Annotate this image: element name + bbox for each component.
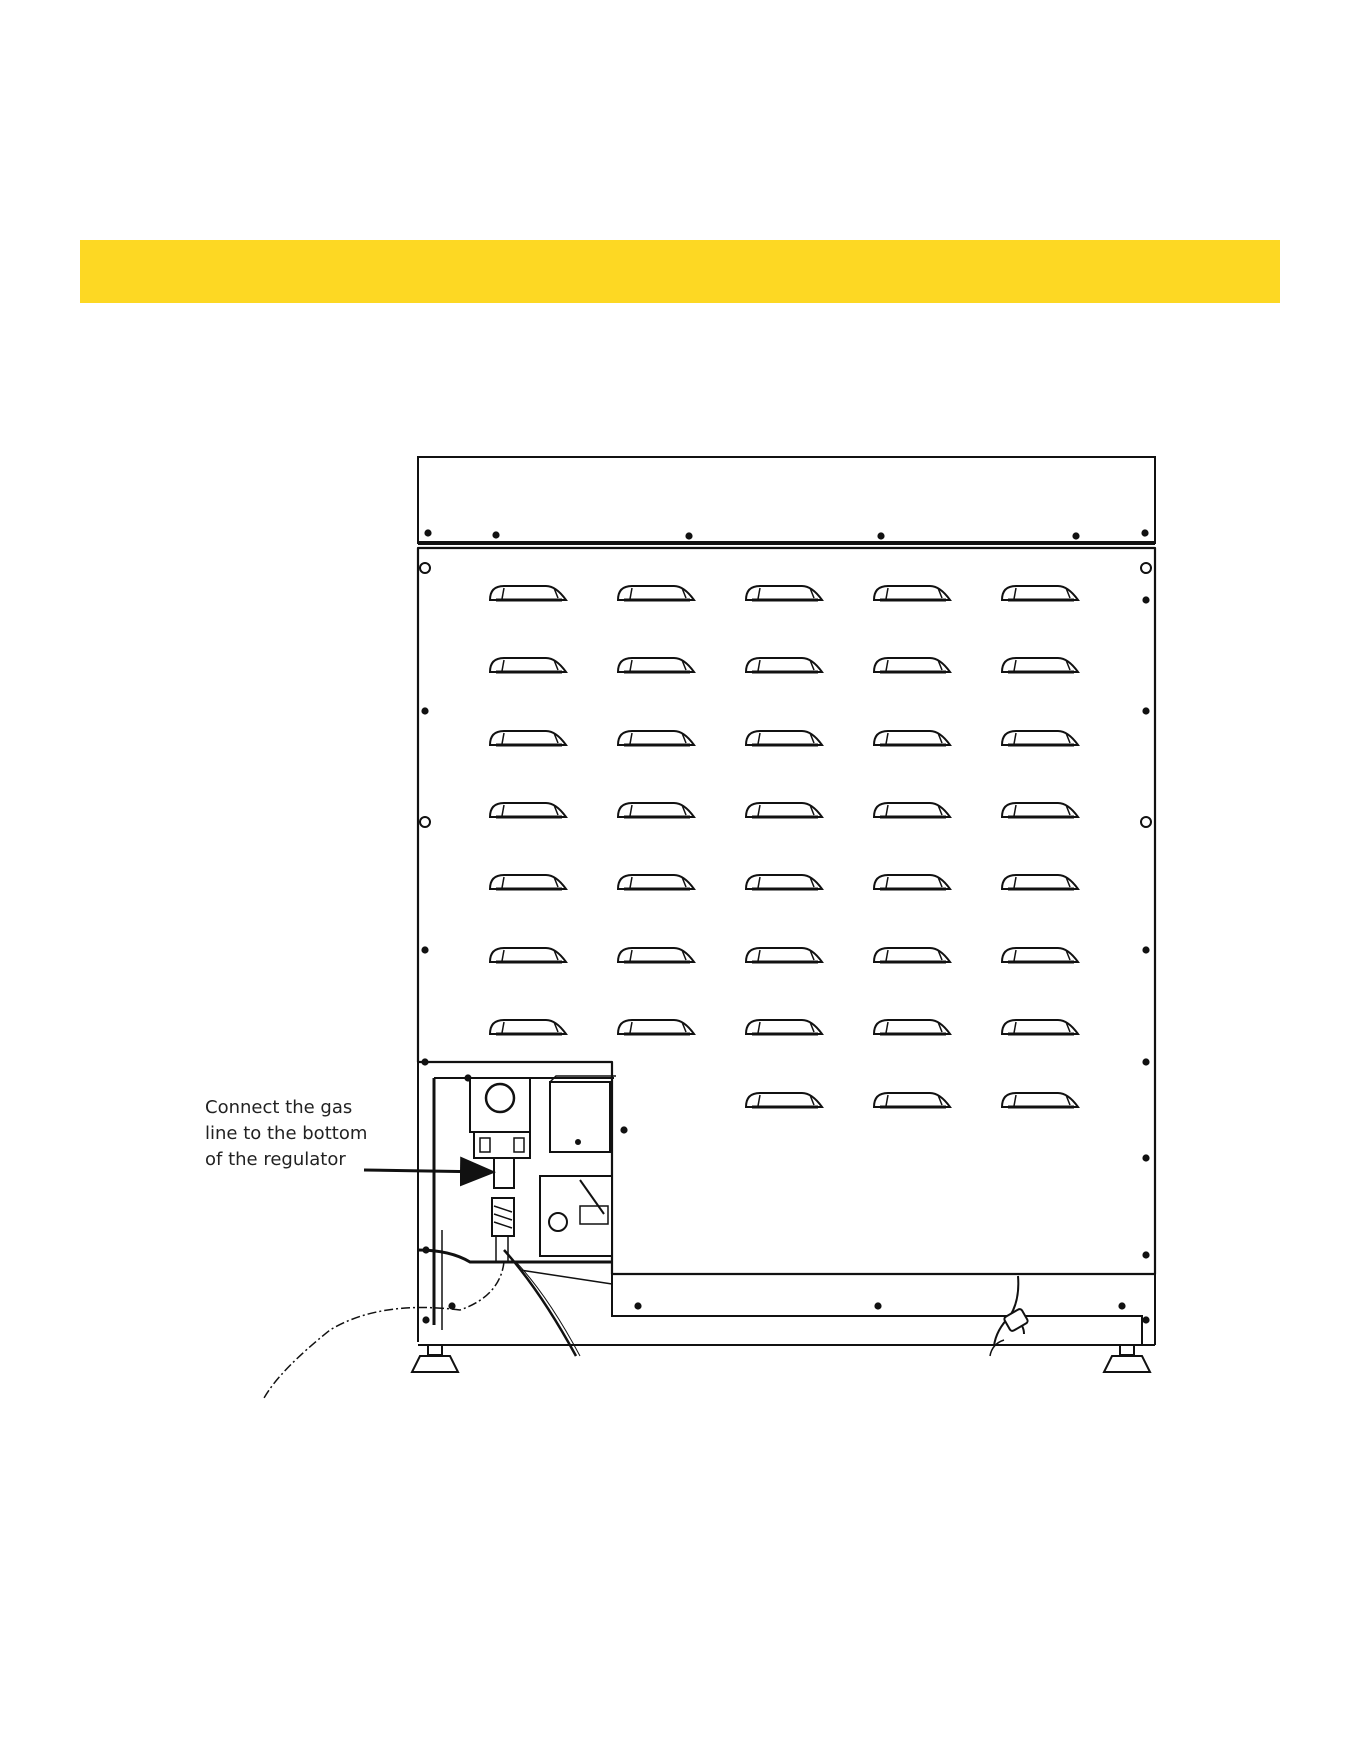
leveling-foot-icon-right <box>1104 1345 1150 1372</box>
gas-line <box>264 1262 504 1398</box>
leveling-foot-icon <box>412 1345 458 1372</box>
hose <box>504 1250 576 1356</box>
callout-line-1: Connect the gas <box>205 1097 353 1118</box>
control-box <box>540 1076 616 1256</box>
top-lid <box>418 457 1155 543</box>
regulator <box>470 1078 530 1262</box>
gas-line-callout <box>205 1095 395 1173</box>
callout-line-2: line to the bottom <box>205 1123 368 1144</box>
callout-line-3: of the regulator <box>205 1149 346 1170</box>
